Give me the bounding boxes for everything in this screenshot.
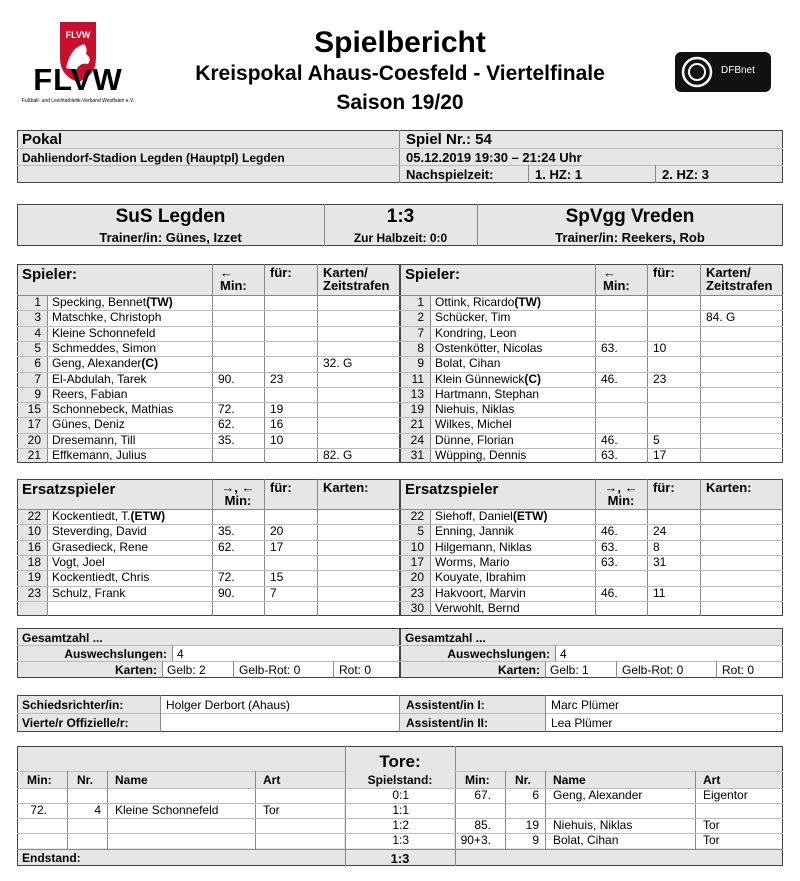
away-goal-minute: 85. bbox=[474, 818, 491, 832]
player-number: 19 bbox=[410, 402, 424, 417]
player-number: 1 bbox=[417, 295, 424, 309]
player-number: 6 bbox=[34, 356, 41, 371]
home-totals-col bbox=[162, 661, 163, 678]
home-goal-col-min: Min: bbox=[27, 773, 52, 787]
home_players-header-for: für: bbox=[270, 265, 292, 280]
player-name-text: Kockentiedt, Chris bbox=[52, 570, 150, 585]
venue: Dahliendorf-Stadion Legden (Hauptpl) Legden bbox=[22, 151, 285, 165]
player-number: 21 bbox=[410, 417, 424, 432]
player-number: 21 bbox=[27, 448, 41, 462]
home_subs-header-min: Min: bbox=[224, 493, 252, 508]
away_players-col-line bbox=[430, 295, 431, 463]
player-number: 31 bbox=[410, 448, 424, 462]
sub-minute: 46. bbox=[601, 371, 618, 386]
player-name-text: Hilgemann, Niklas bbox=[435, 539, 532, 554]
away_subs-col-line bbox=[595, 479, 596, 616]
away-total-label: Gesamtzahl ... bbox=[405, 631, 486, 645]
player-name bbox=[435, 601, 520, 616]
player-name-text: Siehoff, Daniel bbox=[435, 509, 513, 523]
away-totals-col bbox=[545, 661, 546, 678]
match-datetime: 05.12.2019 19:30 – 21:24 Uhr bbox=[406, 150, 582, 165]
season-label: Saison 19/20 bbox=[336, 91, 464, 114]
away-goal-type: Eigentor bbox=[703, 788, 748, 802]
home-yellow-count: Gelb: 2 bbox=[167, 663, 206, 677]
assistant2-label: Assistent/in II: bbox=[406, 716, 489, 730]
assistant2-name: Lea Plümer bbox=[551, 716, 613, 730]
player-role-tag: (ETW) bbox=[512, 509, 548, 523]
goals-title: Tore: bbox=[379, 752, 421, 771]
away_players-header-cards1: Karten/ bbox=[706, 265, 751, 280]
sub-for: 15 bbox=[270, 570, 284, 585]
home-goal-col-nr: Nr. bbox=[77, 773, 94, 787]
sub-for: 31 bbox=[653, 554, 667, 569]
running-score: 1:3 bbox=[392, 833, 409, 847]
player-name-text: Schmeddes, Simon bbox=[52, 340, 157, 355]
fourth-official-label: Vierte/r Offizielle/r: bbox=[22, 716, 129, 730]
home-goal-col-type: Art bbox=[263, 773, 281, 787]
home-goal-minute bbox=[17, 833, 47, 848]
player-number: 5 bbox=[417, 524, 424, 539]
player-name bbox=[435, 372, 541, 387]
player-name bbox=[52, 540, 148, 555]
sub-minute: 90. bbox=[218, 585, 235, 600]
player-name bbox=[435, 448, 526, 463]
away-goal-number bbox=[505, 803, 539, 818]
home-goal-col-name: Name bbox=[115, 773, 148, 787]
goals-final-line bbox=[17, 849, 783, 850]
home-subs-cell bbox=[172, 646, 399, 661]
player-name-text: Schonnebeck, Mathias bbox=[52, 402, 174, 417]
player-name-text: Reers, Fabian bbox=[52, 386, 128, 401]
player-number: 20 bbox=[410, 570, 424, 585]
home_subs-row-line bbox=[17, 601, 400, 602]
away-goal-scorer: Niehuis, Niklas bbox=[553, 818, 633, 832]
player-name bbox=[435, 387, 539, 402]
away-goal-scorer: Geng, Alexander bbox=[553, 788, 643, 802]
player-name bbox=[52, 433, 135, 448]
player-number: 4 bbox=[34, 325, 41, 340]
home-total-label: Gesamtzahl ... bbox=[22, 631, 103, 645]
player-name bbox=[52, 356, 158, 371]
away-goal-col-type: Art bbox=[703, 773, 721, 787]
player-name-text: Kouyate, Ibrahim bbox=[435, 570, 526, 585]
away-goal-number: 19 bbox=[525, 818, 539, 832]
player-name-text: Kleine Schonnefeld bbox=[52, 325, 156, 340]
home-goal-minute bbox=[17, 818, 47, 833]
away-goal-number: 6 bbox=[532, 788, 539, 802]
sub-for: 10 bbox=[653, 340, 667, 355]
home_subs-header-title: Ersatzspieler bbox=[22, 481, 116, 498]
player-name-text: Ostenkötter, Nicolas bbox=[435, 340, 543, 355]
running-score: 0:1 bbox=[392, 788, 409, 802]
sub-minute: 63. bbox=[601, 554, 618, 569]
sub-for: 20 bbox=[270, 524, 284, 539]
sub-minute: 90. bbox=[218, 371, 235, 386]
home_subs-header-arrows: →, ← bbox=[221, 480, 255, 495]
player-number: 2 bbox=[417, 310, 424, 325]
sub-minute: 62. bbox=[218, 539, 235, 554]
player-number: 9 bbox=[417, 356, 424, 371]
player-name-text: Grasedieck, Rene bbox=[52, 539, 149, 554]
player-name-text: Dünne, Florian bbox=[435, 432, 514, 447]
away_subs-col-line bbox=[700, 479, 701, 616]
away-goal-type: Tor bbox=[703, 833, 720, 847]
away_players-header-for: für: bbox=[653, 265, 675, 280]
sub-minute: 72. bbox=[218, 570, 235, 585]
sub-for: 23 bbox=[653, 371, 667, 386]
home-goal-number bbox=[67, 833, 101, 848]
overtime-label: Nachspielzeit: bbox=[406, 167, 494, 182]
assistant1-label: Assistent/in I: bbox=[406, 698, 485, 712]
player-name-text: Specking, Bennet bbox=[52, 295, 147, 309]
sub-minute: 46. bbox=[601, 432, 618, 447]
home_players-header-min: Min: bbox=[220, 278, 247, 293]
player-name bbox=[52, 341, 156, 356]
player-name bbox=[435, 524, 514, 539]
away-totals-col bbox=[616, 661, 617, 678]
home_subs-col-line bbox=[317, 479, 318, 616]
home_subs-header-cards: Karten: bbox=[323, 480, 369, 495]
away-goal-number: 9 bbox=[532, 833, 539, 847]
home-goal-scorer: Kleine Schonnefeld bbox=[115, 803, 219, 817]
player-name-text: Worms, Mario bbox=[435, 554, 510, 569]
player-role-tag: (TW) bbox=[146, 295, 173, 309]
home_subs-col-line bbox=[264, 479, 265, 616]
card-info: 32. G bbox=[323, 356, 353, 371]
home-totals-col bbox=[333, 661, 334, 678]
sub-minute: 63. bbox=[601, 448, 618, 462]
dfbnet-label: DFBnet bbox=[721, 65, 755, 76]
player-number: 23 bbox=[410, 585, 424, 600]
home-team: SuS Legden bbox=[115, 206, 226, 227]
player-name bbox=[435, 540, 532, 555]
player-number: 10 bbox=[27, 524, 41, 539]
sub-minute: 35. bbox=[218, 432, 235, 447]
home-coach: Trainer/in: Günes, Izzet bbox=[99, 230, 242, 245]
player-number: 24 bbox=[410, 432, 424, 447]
player-role-tag: (C) bbox=[524, 371, 542, 386]
player-number: 11 bbox=[411, 371, 424, 386]
player-name-text: Geng, Alexander bbox=[52, 356, 142, 371]
away-red-count: Rot: 0 bbox=[722, 663, 755, 677]
sub-for: 17 bbox=[270, 539, 284, 554]
player-name-text: Ottink, Ricardo bbox=[435, 295, 515, 309]
player-name bbox=[52, 417, 125, 432]
away-yellow-count: Gelb: 1 bbox=[550, 663, 589, 677]
away_players-header-cards2: Zeitstrafen bbox=[706, 278, 773, 293]
away_players-header-title: Spieler: bbox=[405, 266, 461, 283]
player-name-text: Enning, Jannik bbox=[435, 524, 514, 539]
sub-for: 7 bbox=[270, 585, 277, 600]
away_subs-header-for: für: bbox=[653, 480, 675, 495]
player-name bbox=[435, 433, 514, 448]
player-name-text: Steverding, David bbox=[52, 524, 147, 539]
referee-name: Holger Derbort (Ahaus) bbox=[166, 698, 291, 712]
sub-for: 17 bbox=[653, 448, 667, 462]
away-goal-col-min: Min: bbox=[465, 773, 490, 787]
dfbnet-logo bbox=[675, 52, 771, 92]
home_subs-header-for: für: bbox=[270, 480, 292, 495]
player-name-text: Wüpping, Dennis bbox=[435, 448, 527, 462]
player-name bbox=[52, 448, 147, 463]
player-name bbox=[52, 310, 161, 325]
card-info: 84. G bbox=[706, 310, 736, 325]
player-number bbox=[17, 601, 41, 616]
card-info: 82. G bbox=[323, 448, 353, 462]
player-name bbox=[435, 341, 542, 356]
final-score-label: Endstand: bbox=[22, 851, 81, 865]
assistant1-name: Marc Plümer bbox=[551, 698, 620, 712]
player-number: 3 bbox=[34, 310, 41, 325]
player-name-text: Niehuis, Niklas bbox=[435, 402, 515, 417]
player-name bbox=[52, 372, 147, 387]
away-goal-minute: 90+3. bbox=[460, 833, 491, 847]
player-number: 23 bbox=[27, 585, 41, 600]
player-role-tag: (C) bbox=[141, 356, 159, 371]
sub-minute: 46. bbox=[601, 585, 618, 600]
away-goal-col-nr: Nr. bbox=[515, 773, 532, 787]
game-number: Spiel Nr.: 54 bbox=[406, 131, 492, 148]
away_subs-header-cards: Karten: bbox=[706, 480, 752, 495]
home-cards-label: Karten: bbox=[114, 663, 157, 677]
player-number: 20 bbox=[27, 432, 41, 447]
player-name-text: Hartmann, Stephan bbox=[435, 386, 540, 401]
away-goal-col-name: Name bbox=[553, 773, 586, 787]
player-number: 16 bbox=[27, 539, 41, 554]
player-number: 1 bbox=[34, 295, 41, 309]
logo-brand-text: FLVW bbox=[33, 62, 123, 97]
player-number: 9 bbox=[34, 386, 41, 401]
running-score: 1:1 bbox=[392, 803, 409, 817]
player-name bbox=[52, 570, 149, 585]
home-red-count: Rot: 0 bbox=[339, 663, 372, 677]
sub-minute: 46. bbox=[601, 524, 618, 539]
halftime-score: Zur Halbzeit: 0:0 bbox=[353, 231, 448, 245]
home-totals-col bbox=[233, 661, 234, 678]
player-name bbox=[52, 326, 155, 341]
player-number: 22 bbox=[27, 509, 41, 523]
away_players-header-min: Min: bbox=[603, 278, 630, 293]
player-name bbox=[435, 402, 514, 417]
player-name-text: Schücker, Tim bbox=[435, 310, 511, 325]
player-name bbox=[435, 555, 509, 570]
page-title: Spielbericht bbox=[314, 26, 486, 59]
player-number: 13 bbox=[410, 386, 424, 401]
away-cards-label: Karten: bbox=[497, 663, 540, 677]
away-subs-label: Auswechslungen: bbox=[447, 647, 550, 661]
player-role-tag: (ETW) bbox=[130, 509, 166, 523]
player-number: 17 bbox=[410, 554, 424, 569]
second-half-overtime: 2. HZ: 3 bbox=[662, 167, 709, 182]
home-totals-col bbox=[172, 645, 173, 661]
player-number: 30 bbox=[410, 600, 424, 615]
player-number: 15 bbox=[27, 402, 41, 417]
home_subs-col-line bbox=[212, 479, 213, 616]
home_players-header-cards1: Karten/ bbox=[323, 265, 368, 280]
sub-for: 11 bbox=[653, 585, 666, 600]
competition: Pokal bbox=[22, 131, 63, 148]
player-name bbox=[52, 586, 125, 601]
player-name-text: Kockentiedt, T. bbox=[52, 509, 131, 523]
player-name-text: Schulz, Frank bbox=[52, 585, 126, 600]
sub-for: 5 bbox=[653, 432, 660, 447]
away_subs-header-title: Ersatzspieler bbox=[405, 481, 499, 498]
player-number: 22 bbox=[410, 509, 424, 523]
player-name-text: Vogt, Joel bbox=[52, 554, 105, 569]
away-subs-count: 4 bbox=[560, 647, 567, 661]
sub-for: 16 bbox=[270, 417, 284, 432]
player-name bbox=[435, 295, 541, 310]
sub-for: 23 bbox=[270, 371, 284, 386]
home_players-header-cards2: Zeitstrafen bbox=[323, 278, 390, 293]
sub-for: 10 bbox=[270, 432, 284, 447]
away-goal-scorer: Bolat, Cihan bbox=[553, 833, 619, 847]
home-goal-number bbox=[67, 818, 101, 833]
player-name-text: Günes, Deniz bbox=[52, 417, 125, 432]
running-score: 1:2 bbox=[392, 818, 409, 832]
logo-caption: Fußball- und Leichtathletik-Verband Westfalen e.V. bbox=[21, 98, 135, 104]
player-name bbox=[52, 524, 147, 539]
player-name bbox=[435, 356, 500, 371]
player-name bbox=[435, 310, 510, 325]
player-number: 7 bbox=[34, 371, 41, 386]
player-name bbox=[52, 509, 165, 524]
player-name bbox=[435, 326, 516, 341]
player-name-text: Kondring, Leon bbox=[435, 325, 517, 340]
home_players-header-arrow: ← bbox=[220, 265, 233, 280]
sub-minute: 63. bbox=[601, 539, 618, 554]
away-team: SpVgg Vreden bbox=[565, 206, 695, 227]
sub-minute: 62. bbox=[218, 417, 235, 432]
away_subs-header-arrows: →, ← bbox=[604, 480, 638, 495]
home-goal-number bbox=[67, 788, 101, 803]
away_players-header-arrow: ← bbox=[603, 265, 616, 280]
home-goal-minute: 72. bbox=[30, 803, 47, 817]
player-name bbox=[435, 570, 526, 585]
goals-col-score: Spielstand: bbox=[367, 773, 433, 787]
final-score-value: 1:3 bbox=[390, 851, 410, 866]
home_players-header-title: Spieler: bbox=[22, 266, 78, 283]
player-number: 5 bbox=[34, 340, 41, 355]
final-score: 1:3 bbox=[386, 206, 415, 227]
logo-small-text: FLVW bbox=[65, 30, 91, 40]
home-yellowred-count: Gelb-Rot: 0 bbox=[239, 663, 301, 677]
player-name bbox=[435, 417, 512, 432]
player-number: 18 bbox=[27, 554, 41, 569]
player-name bbox=[435, 586, 526, 601]
player-name bbox=[52, 295, 173, 310]
sub-minute: 72. bbox=[218, 402, 235, 417]
player-name-text: Dresemann, Till bbox=[52, 432, 136, 447]
sub-minute: 35. bbox=[218, 524, 235, 539]
away-goal-minute bbox=[455, 803, 491, 818]
player-name-text: Wilkes, Michel bbox=[435, 417, 512, 432]
player-role-tag: (TW) bbox=[514, 295, 542, 309]
player-name-text: Effkemann, Julius bbox=[52, 448, 147, 462]
away-goal-type: Tor bbox=[703, 818, 720, 832]
page-subtitle: Kreispokal Ahaus-Coesfeld - Viertelfinale bbox=[195, 62, 605, 85]
away-totals-col bbox=[555, 645, 556, 661]
away_subs-header-min: Min: bbox=[607, 493, 635, 508]
player-number: 7 bbox=[417, 325, 424, 340]
player-number: 19 bbox=[27, 570, 41, 585]
player-name bbox=[52, 387, 127, 402]
player-number: 10 bbox=[410, 539, 424, 554]
home-goal-type: Tor bbox=[263, 803, 280, 817]
home-goal-minute bbox=[17, 788, 47, 803]
home-goal-number: 4 bbox=[94, 803, 101, 817]
home-subs-label: Auswechslungen: bbox=[64, 647, 167, 661]
player-name-text: Verwohlt, Bernd bbox=[435, 600, 520, 615]
player-name bbox=[52, 402, 173, 417]
player-name bbox=[52, 555, 105, 570]
player-name-text: Hakvoort, Marvin bbox=[435, 585, 526, 600]
away-yellowred-count: Gelb-Rot: 0 bbox=[622, 663, 684, 677]
away-totals-col bbox=[716, 661, 717, 678]
away-coach: Trainer/in: Reekers, Rob bbox=[555, 230, 705, 245]
sub-for: 24 bbox=[653, 524, 667, 539]
player-name bbox=[435, 509, 548, 524]
player-number: 8 bbox=[417, 340, 424, 355]
home_players-col-line bbox=[47, 295, 48, 463]
away-subs-cell bbox=[555, 646, 782, 661]
referee-label: Schiedsrichter/in: bbox=[22, 698, 124, 712]
player-name-text: Bolat, Cihan bbox=[435, 356, 501, 371]
away_subs-col-line bbox=[647, 479, 648, 616]
sub-for: 8 bbox=[653, 539, 660, 554]
first-half-overtime: 1. HZ: 1 bbox=[535, 167, 582, 182]
away-goal-minute: 67. bbox=[474, 788, 491, 802]
player-name-text: Klein Günnewick bbox=[435, 371, 525, 386]
player-name-text: Matschke, Christoph bbox=[52, 310, 162, 325]
player-name-text: El-Abdulah, Tarek bbox=[52, 371, 147, 386]
home-subs-count: 4 bbox=[177, 647, 184, 661]
sub-minute: 63. bbox=[601, 340, 618, 355]
sub-for: 19 bbox=[270, 402, 284, 417]
player-number: 17 bbox=[27, 417, 41, 432]
